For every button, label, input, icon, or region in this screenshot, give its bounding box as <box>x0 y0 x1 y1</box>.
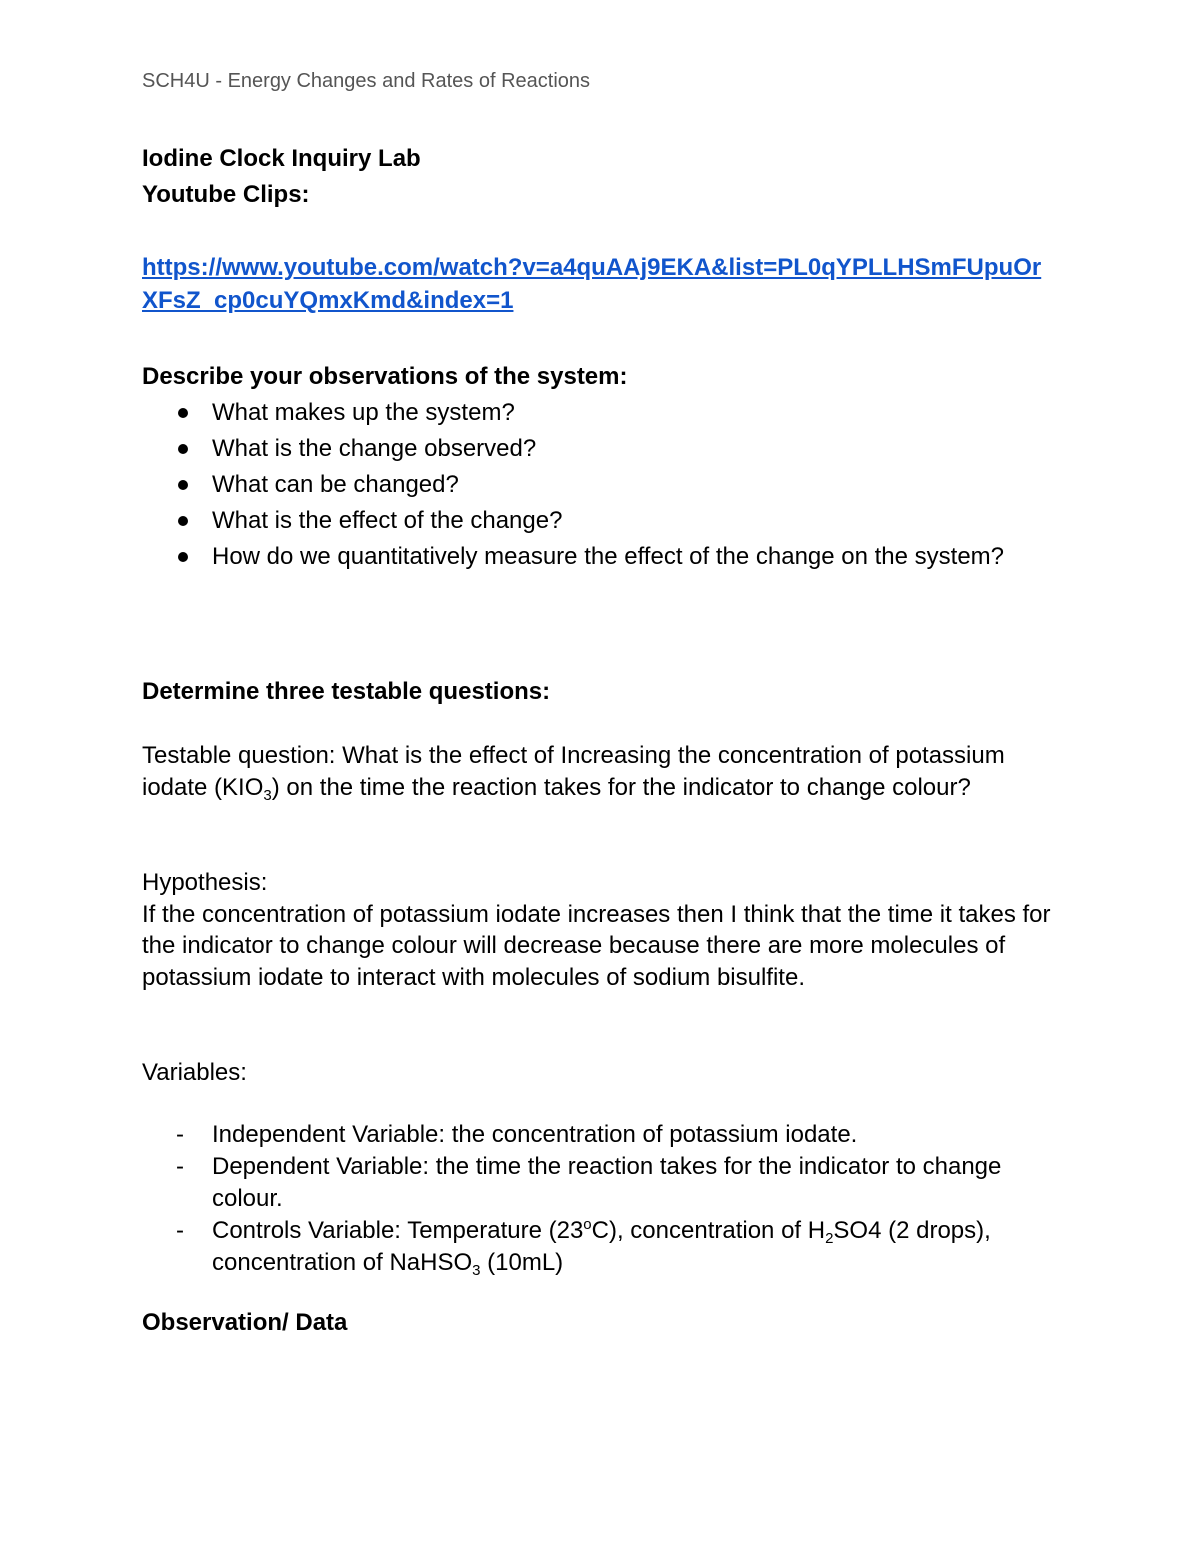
variables-section <box>142 1119 1042 1279</box>
list-item: What makes up the system? <box>142 395 1062 431</box>
list-item: - Dependent Variable: the time the reaction takes for the indicator to change colour. <box>176 1153 1002 1212</box>
variables-list <box>142 1119 1042 1279</box>
list-item: - Independent Variable: the concentration of potassium iodate. <box>142 1119 1042 1151</box>
observations-list <box>142 395 1062 575</box>
list-item: What can be changed? <box>142 467 1062 503</box>
variables-label: Variables: <box>142 1059 247 1086</box>
list-item: - Controls Variable: Temperature (23$^o$C), concentration of $H_2SO4$ (2 drops), concentration of NaHSO$_3$ (10mL) <box>176 1216 991 1279</box>
page-header: SCH4U - Energy Changes and Rates of Reactions <box>142 70 591 92</box>
bullet-icon <box>178 516 188 526</box>
observations-heading: Describe your observations of the system: <box>142 363 628 390</box>
list-item: What is the change observed? <box>142 431 1062 467</box>
bullet-icon <box>178 444 188 454</box>
questions-heading: Determine three testable questions: <box>142 678 551 705</box>
testable-question: Testable question: What is the effect of Increasing the concentration of potassium iodate $(KIO_3)$ on the time the reaction takes for the indicator to change colour? <box>142 742 1005 804</box>
hypothesis-text: If the concentration of potassium iodate increases then I think that the time it takes for the indicator to change colour will decrease because there are more molecules of potassium iodate to interact with molecules of sodium bisulfite. <box>142 900 1051 991</box>
bullet-icon <box>178 408 188 418</box>
clips-label: Youtube Clips: <box>142 181 310 208</box>
link-block <box>142 251 1062 317</box>
data-heading: Observation/ Data <box>142 1309 348 1336</box>
lab-title <box>142 141 1062 213</box>
title: Iodine Clock Inquiry Lab <box>142 145 421 172</box>
list-item: How do we quantitatively measure the effect of the change on the system? <box>142 539 1062 575</box>
list-item: What is the effect of the change? <box>142 503 1062 539</box>
observations-section <box>142 359 1062 575</box>
dash-marker: - <box>176 1153 184 1180</box>
hypothesis-label: Hypothesis: <box>142 869 268 896</box>
dash-marker: - <box>176 1121 184 1148</box>
bullet-icon <box>178 480 188 490</box>
dash-marker: - <box>176 1217 184 1244</box>
bullet-icon <box>178 552 188 562</box>
youtube-link[interactable]: https://www.youtube.com/watch?v=a4quAAj9EKA&list=PL0qYPLLHSmFUpuOrXFsZ_cp0cuYQmxKmd&index=1 <box>142 254 1042 314</box>
hypothesis-section <box>142 867 1057 993</box>
